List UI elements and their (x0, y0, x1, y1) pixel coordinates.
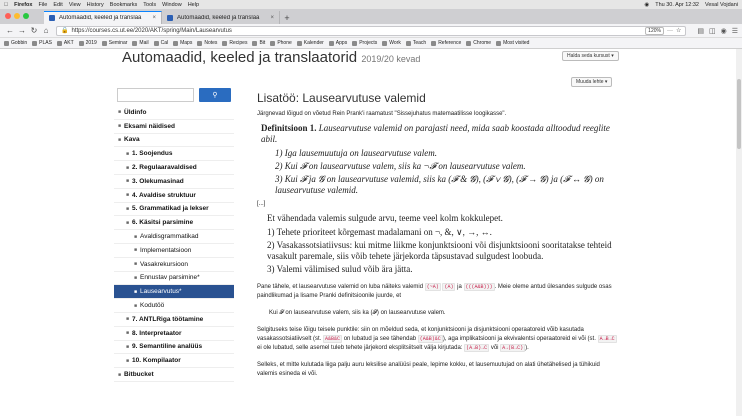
menu-view[interactable]: View (64, 1, 77, 8)
sidebar-item[interactable] (114, 147, 234, 161)
sidebar-item-label: 5. Grammatikad ja lekser (132, 205, 209, 213)
code-snippet: (((A&B))) (465, 284, 493, 290)
sidebar-item-label: 3. Olekumasinad (132, 177, 184, 185)
code-snippet: A&B&C (325, 336, 341, 342)
bookmark-icon (197, 41, 202, 46)
bookmark-icon (270, 41, 275, 46)
folder-icon (431, 41, 436, 46)
sidebar-item[interactable] (114, 341, 234, 355)
tab-strip (0, 9, 742, 24)
sidebar-item[interactable] (114, 203, 234, 217)
navigation-bar (0, 24, 742, 38)
menu-history[interactable]: History (82, 1, 100, 8)
sidebar-item-label: Kava (124, 136, 140, 144)
bookmark-folder[interactable]: Work (382, 40, 401, 46)
rule-item: 2) Kui 𝓕 on lausearvutuse valem, siis ka ¬𝓕 on lausearvutuse valem. (275, 161, 526, 171)
code-snippet: (~A) (426, 284, 439, 290)
search-button[interactable] (199, 88, 231, 102)
bullet-icon: ■ (126, 316, 130, 323)
reload-icon[interactable]: ↻ (30, 26, 38, 35)
window-controls (5, 13, 32, 19)
bookmark-item[interactable]: Mail (132, 40, 148, 46)
bookmark-icon (102, 41, 107, 46)
bookmark-item[interactable]: Recipes (222, 40, 247, 46)
bookmark-folder[interactable]: Projects (352, 40, 377, 46)
code-snippet: (A) (444, 284, 454, 290)
edit-page-button[interactable]: Muuda lehte ▾ (571, 77, 612, 87)
bookmark-folder[interactable]: Kalender (297, 40, 324, 46)
folder-icon (297, 41, 302, 46)
sidebar-item[interactable] (114, 189, 234, 203)
menubar-app-name[interactable]: Firefox (10, 1, 29, 8)
bullet-icon: ■ (126, 192, 130, 199)
page-title: Lisatöö: Lausearvutuse valemid (257, 91, 426, 105)
convention-item: 3) Valemi välimised sulud võib ära jätta. (267, 264, 413, 274)
code-snippet: A→B→C (599, 336, 615, 342)
article (257, 91, 617, 379)
menu-window[interactable]: Window (158, 1, 178, 8)
bullet-icon: ■ (126, 330, 130, 337)
ellipsis: [...] (257, 201, 266, 207)
bullet-icon: ■ (134, 261, 138, 268)
sidebar-item-label: 9. Semantiline analüüs (132, 343, 203, 351)
bookmark-item[interactable]: AKT (57, 40, 74, 46)
close-window-button[interactable] (5, 13, 11, 19)
sidebar-item-label: 10. Kompilaator (132, 357, 181, 365)
library-icon[interactable]: ▤ (697, 27, 704, 35)
sidebar-item-label: 1. Soojendus (132, 150, 173, 158)
wifi-icon[interactable]: ◉ (644, 1, 650, 8)
bookmark-icon (32, 41, 37, 46)
bookmark-folder[interactable]: Reference (431, 40, 461, 46)
bookmark-icon (132, 41, 137, 46)
menu-file[interactable]: File (34, 1, 44, 8)
page-content (0, 49, 742, 416)
bookmark-item[interactable]: Phone (270, 40, 291, 46)
sidebar-item-label: Bitbucket (124, 371, 154, 379)
convention-item: 1) Tehete prioriteet kõrgemast madalamani on ¬, &, ∨, →, ↔. (267, 227, 492, 237)
site-favicon-icon (49, 15, 55, 21)
bookmark-icon (222, 41, 227, 46)
bookmark-icon (79, 41, 84, 46)
back-icon[interactable]: ← (6, 26, 14, 35)
bullet-icon: ■ (118, 136, 122, 143)
minimize-window-button[interactable] (14, 13, 20, 19)
bookmark-item[interactable]: Gobbin (4, 40, 27, 46)
bullet-icon: ■ (126, 219, 130, 226)
sidebar-item-label: Eksami näidised (124, 122, 175, 130)
definition-rules (261, 148, 617, 196)
sidebar-item-label: Kodutöö (140, 302, 165, 310)
bookmark-folder[interactable]: Chrome (466, 40, 491, 46)
bookmark-folder[interactable]: Most visited (496, 40, 529, 46)
rule-item: 1) Iga lausemuutuja on lausearvutuse valem. (275, 148, 437, 158)
bookmark-icon (57, 41, 62, 46)
intro-text: Järgnevad lõigud on võetud Rein Prank'i raamatust "Sissejuhatus matemaatilisse loogikasse". (257, 111, 507, 117)
sidebar-item[interactable] (114, 354, 234, 368)
bullet-icon: ■ (134, 247, 138, 254)
home-icon[interactable]: ⌂ (43, 26, 49, 35)
bookmark-item[interactable]: Seminar (102, 40, 128, 46)
bullet-icon: ■ (134, 274, 138, 281)
search-input[interactable] (117, 88, 194, 102)
tab-inactive[interactable] (162, 11, 280, 24)
bookmark-item[interactable]: Cal (154, 40, 169, 46)
sidebar-item[interactable] (114, 161, 234, 175)
extension-icon[interactable]: ◉ (720, 27, 727, 35)
tab-title: Automaadid, keeled ja translaa (177, 14, 260, 21)
sidebar-item-label: Vasakrekursioon (140, 260, 188, 268)
bookmark-item[interactable]: 2019 (79, 40, 97, 46)
menu-tools[interactable]: Tools (139, 1, 153, 8)
bullet-icon: ■ (134, 302, 138, 309)
lock-icon[interactable]: 🔒 (61, 28, 69, 34)
folder-icon (329, 41, 334, 46)
sidebar-item[interactable] (114, 299, 234, 313)
bookmark-icon (173, 41, 178, 46)
definition-paragraph: Definitsioon 1. Lausearvutuse valemid on parajasti need, mida saab koostada alltoodud reeglite abil. (261, 123, 610, 144)
bookmark-star-icon[interactable]: ☆ (675, 28, 682, 34)
sidebar-item-label: 2. Regulaaravaldised (132, 164, 197, 172)
url-text[interactable]: https://courses.cs.ut.ee/2020/AKT/spring/Main/Lausearvutus (71, 27, 232, 34)
folder-icon (466, 41, 471, 46)
sidebar-item-label: 8. Interpretaator (132, 329, 182, 337)
sidebar-item[interactable] (114, 272, 234, 286)
bullet-icon: ■ (126, 178, 130, 185)
bullet-icon: ■ (134, 288, 138, 295)
folder-icon (406, 41, 411, 46)
sidebar-icon[interactable]: ◫ (708, 27, 716, 35)
bookmark-icon (4, 41, 9, 46)
tab-title: Automaadid, keeled ja translaa (59, 15, 142, 21)
bullet-icon: ■ (126, 205, 130, 212)
sidebar-item[interactable] (114, 258, 234, 272)
bullet-icon: ■ (126, 164, 130, 171)
menu-edit[interactable]: Edit (49, 1, 59, 8)
user-name[interactable]: Vesal Vojdani (704, 1, 738, 8)
sidebar-item-label: Avaldisgrammatikad (140, 233, 199, 241)
paragraph-lexer: Selleks, et mitte kulutada liiga palju auru leksilise analüüsi peale, lepime kokku, et lausemuutujad on alati ühetähelised ja tühikuid valemis esineda ei või. (257, 362, 600, 377)
bookmarks-bar (0, 38, 742, 49)
sidebar-item[interactable] (114, 106, 234, 120)
zoom-window-button[interactable] (23, 13, 29, 19)
page-actions-icon[interactable]: ··· (666, 27, 673, 34)
sidebar-item[interactable] (114, 313, 234, 327)
sidebar-item[interactable] (114, 120, 234, 134)
bookmark-item[interactable]: PLAS (32, 40, 52, 46)
folder-icon (496, 41, 501, 46)
folder-icon (352, 41, 357, 46)
bullet-icon: ■ (118, 109, 122, 116)
sidebar-item[interactable] (114, 175, 234, 189)
bullet-icon: ■ (134, 233, 138, 240)
bookmark-icon (154, 41, 159, 46)
conventions-intro: Et vähendada valemis sulgude arvu, teeme veel kolm kokkulepet. (267, 213, 503, 223)
bookmark-item[interactable]: Notes (197, 40, 217, 46)
book-excerpt (257, 123, 617, 275)
paragraph-parentheses: Pane tähele, et lausearvutuse valemid on luba näiteks valemid (~A) (A) ja (((A&B))) . Meie oleme antud ülesandes sulgude osas paindlikumad ja lisame Pranki definitsioonile juurde, et (257, 284, 612, 299)
search-form (117, 88, 231, 102)
chevron-down-icon: ▾ (604, 79, 608, 85)
bookmark-icon (252, 41, 257, 46)
forward-icon[interactable]: → (18, 26, 26, 35)
sidebar-item[interactable] (114, 216, 234, 230)
menu-icon[interactable]: ☰ (731, 27, 738, 35)
site-title[interactable]: Automaadid, keeled ja translaatorid 2019/20 kevad (122, 49, 421, 66)
extra-rule: Kui 𝓕 on lausearvutuse valem, siis ka (𝓕) on lausearvutuse valem. (269, 310, 446, 316)
tab-active[interactable] (44, 11, 162, 24)
course-sidebar (114, 106, 234, 382)
scrollbar-thumb[interactable] (737, 79, 741, 149)
convention-item: 2) Vasakassotsiatiivsus: kui mitme liikme konjunktsiooni või disjunktsiooni sooritatakse tehteid vasakult paremale, siis võib tehete järjekorda täpsustavad sulgudest loobuda. (267, 240, 612, 261)
code-snippet: (A→B)→C (466, 345, 488, 351)
sidebar-item-label: 7. ANTLRiga töötamine (132, 315, 204, 323)
sidebar-item-label: Ennustav parsimine* (140, 274, 200, 282)
sidebar-item-label: Lausearvutus* (140, 288, 182, 296)
macos-menubar (0, 0, 742, 9)
bookmark-item[interactable]: Bit (252, 40, 265, 46)
site-favicon-icon (167, 15, 173, 21)
bookmark-folder[interactable]: Teach (406, 40, 426, 46)
manage-course-button[interactable]: Halda seda kursust ▾ (562, 51, 619, 61)
term-label: 2019/20 kevad (361, 54, 421, 64)
new-tab-button[interactable]: + (284, 12, 290, 23)
bullet-icon: ■ (126, 357, 130, 364)
search-icon: ⚲ (212, 92, 218, 99)
sidebar-item[interactable] (114, 230, 234, 244)
code-snippet: A→(B→C) (502, 345, 524, 351)
close-tab-icon[interactable]: × (152, 15, 156, 21)
sidebar-item-label: 4. Avaldise struktuur (132, 191, 196, 199)
sidebar-item-label: 6. Käsitsi parsimine (132, 219, 194, 227)
bullet-icon: ■ (118, 371, 122, 378)
sidebar-item[interactable] (114, 244, 234, 258)
rule-item: 3) Kui 𝓕 ja 𝓖 on lausearvutuse valemid, siis ka (𝓕 & 𝓖), (𝓕 ∨ 𝓖), (𝓕 → 𝓖) ja (𝓕 ↔ 𝓖) on lausearvutuse valemid. (275, 174, 604, 195)
bookmark-item[interactable]: Maps (173, 40, 192, 46)
apple-icon[interactable] (4, 2, 8, 8)
menu-bookmarks[interactable]: Bookmarks (105, 1, 134, 8)
menu-help[interactable]: Help (183, 1, 195, 8)
conventions-list (261, 227, 617, 275)
sidebar-item-label: Implementatsioon (140, 246, 192, 254)
bullet-icon: ■ (126, 150, 130, 157)
address-bar[interactable] (56, 26, 686, 36)
close-tab-icon[interactable]: × (270, 14, 274, 21)
sidebar-item[interactable] (114, 368, 234, 382)
sidebar-item[interactable] (114, 327, 234, 341)
bullet-icon: ■ (126, 343, 130, 350)
bullet-icon: ■ (118, 123, 122, 130)
zoom-level[interactable]: 120% (645, 27, 664, 35)
sidebar-item[interactable] (114, 134, 234, 148)
sidebar-item-label: Üldinfo (124, 108, 147, 116)
chevron-down-icon: ▾ (611, 53, 614, 59)
sidebar-item[interactable] (114, 285, 234, 299)
page-scrollbar[interactable] (736, 49, 742, 416)
clock[interactable]: Thu 30. Apr 12:32 (655, 1, 699, 8)
bookmark-folder[interactable]: Apps (329, 40, 347, 46)
folder-icon (382, 41, 387, 46)
paragraph-associativity: Selgituseks teise lõigu teisele punktile: siin on mõeldud seda, et konjunktsiooni ja disjunktsiooni operaatoreid võib kasutada vasakassotsiatiivselt (st. A&B&C on lubatud ja see tähendab (A&B)&C ), aga implikatsiooni ja ekvivalentsi operaatoreid ei või (st. A→B→C ei ole lubatud, selle asemel tuleb tehete järjekord eksplitsiitselt välja kirjutada: (A→B)→C või A→(B→C) ). (257, 327, 615, 351)
code-snippet: (A&B)&C (419, 336, 441, 342)
